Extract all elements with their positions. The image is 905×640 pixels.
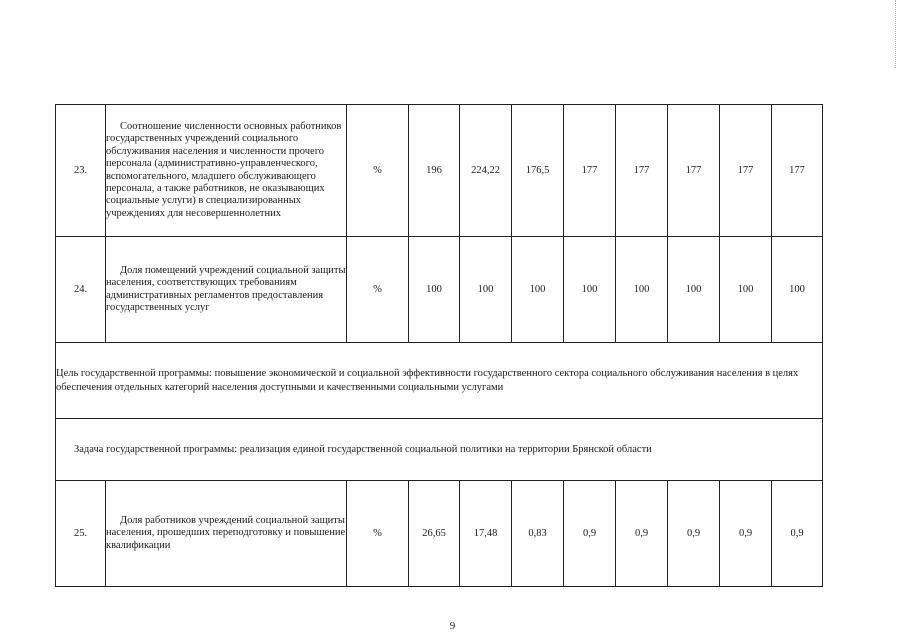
value-cell: 196: [409, 105, 460, 237]
value-cell: 177: [668, 105, 720, 237]
value-cell: 100: [409, 237, 460, 343]
value-cell: 177: [616, 105, 668, 237]
unit-cell: %: [347, 237, 409, 343]
indicator-name-text: Доля помещений учреждений социальной защиты населения, соответствующих требованиям административных регламентов предоставления государственных услуг: [106, 264, 346, 313]
row-number: 25.: [56, 481, 106, 587]
page-number: 9: [449, 620, 456, 632]
value-cell: 100: [668, 237, 720, 343]
value-cell: 100: [772, 237, 823, 343]
table-row: [56, 481, 823, 587]
indicator-name-text: Доля работников учреждений социальной защиты населения, прошедших переподготовку и повышение квалификации: [106, 514, 346, 551]
program-task: Задача государственной программы: реализация единой государственной социальной политики на территории Брянской области: [56, 419, 823, 481]
value-cell: 100: [564, 237, 616, 343]
value-cell: 224,22: [460, 105, 512, 237]
value-cell: 177: [564, 105, 616, 237]
indicator-name: [106, 481, 347, 587]
indicator-name-text: Соотношение численности основных работников государственных учреждений социального обслуживания населения и численности прочего персонала (административно-управленческого, вспомогательного, младшего обслуживающего персонала, а также работников, не оказывающих социальные услуги) в специализированных учреждениях для несовершеннолетних: [106, 120, 342, 219]
value-cell: 100: [720, 237, 772, 343]
task-row: [56, 419, 823, 481]
value-cell: 176,5: [512, 105, 564, 237]
value-cell: 100: [460, 237, 512, 343]
unit-cell: %: [347, 481, 409, 587]
row-number: 24.: [56, 237, 106, 343]
value-cell: 26,65: [409, 481, 460, 587]
value-cell: 100: [512, 237, 564, 343]
value-cell: 0,9: [720, 481, 772, 587]
value-cell: 0,83: [512, 481, 564, 587]
table-row: [56, 105, 823, 237]
value-cell: 17,48: [460, 481, 512, 587]
value-cell: 0,9: [564, 481, 616, 587]
program-goal: Цель государственной программы: повышение экономической и социальной эффективности государственного сектора социального обслуживания населения в целях обеспечения отдельных категорий населения доступными и качественными социальными услугами: [56, 343, 823, 419]
table-row: [56, 237, 823, 343]
goal-row: [56, 343, 823, 419]
row-number: 23.: [56, 105, 106, 237]
value-cell: 0,9: [772, 481, 823, 587]
value-cell: 177: [720, 105, 772, 237]
value-cell: 100: [616, 237, 668, 343]
indicators-table: [55, 104, 823, 587]
value-cell: 0,9: [616, 481, 668, 587]
value-cell: 177: [772, 105, 823, 237]
unit-cell: %: [347, 105, 409, 237]
indicator-name: [106, 105, 347, 237]
value-cell: 0,9: [668, 481, 720, 587]
indicator-name: [106, 237, 347, 343]
page-edge-mark: [895, 0, 897, 68]
